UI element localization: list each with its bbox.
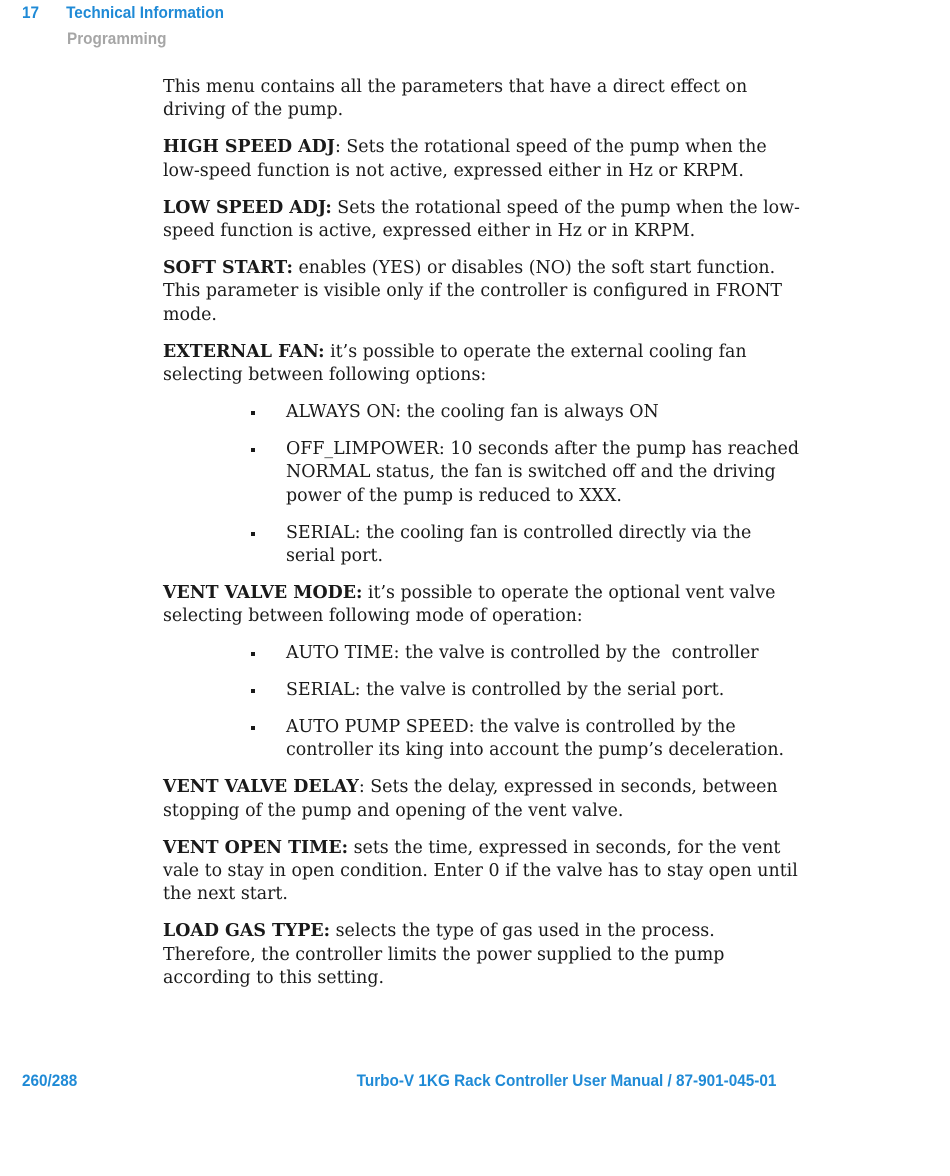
load-gas-type-text: selects the type of gas used in the process. Therefore, the controller limits the power supplied to the pump according to this setting. bbox=[163, 921, 725, 989]
vent-valve-mode-text: it’s possible to operate the optional vent valve selecting between following mode of operation: bbox=[163, 582, 776, 627]
vent-valve-delay-term: VENT VALVE DELAY bbox=[163, 777, 359, 798]
bullet-icon bbox=[251, 411, 255, 415]
vent-valve-mode-term: VENT VALVE MODE: bbox=[163, 582, 363, 603]
external-fan-paragraph bbox=[163, 341, 803, 388]
external-fan-term: EXTERNAL FAN: bbox=[163, 341, 325, 362]
list-item-text: OFF_LIMPOWER: 10 seconds after the pump has reached NORMAL status, the fan is switched off and the driving power of the pump is reduced to XXX. bbox=[286, 438, 799, 506]
chapter-header bbox=[22, 3, 224, 23]
list-item-text: AUTO PUMP SPEED: the valve is controlled by the controller its king into account the pump’s deceleration. bbox=[286, 717, 785, 761]
manual-title: Turbo-V 1KG Rack Controller User Manual / 87-901-045-01 bbox=[356, 1071, 776, 1090]
low-speed-text: Sets the rotational speed of the pump when the low-speed function is active, expressed either in Hz or in KRPM. bbox=[163, 197, 800, 242]
list-item-text: SERIAL: the valve is controlled by the serial port. bbox=[286, 680, 725, 701]
vent-open-time-term: VENT OPEN TIME: bbox=[163, 837, 349, 858]
vent-valve-delay-text: : Sets the delay, expressed in seconds, between stopping of the pump and opening of the vent valve. bbox=[163, 777, 778, 821]
low-speed-paragraph bbox=[163, 197, 803, 244]
high-speed-paragraph bbox=[163, 136, 803, 183]
list-item-text: AUTO TIME: the valve is controlled by the controller bbox=[286, 643, 759, 664]
vent-open-time-text: sets the time, expressed in seconds, for the vent vale to stay in open condition. Enter 0 if the valve has to stay open until the next start. bbox=[163, 837, 798, 905]
list-item bbox=[286, 401, 803, 424]
chapter-title: Technical Information bbox=[66, 3, 224, 22]
vent-valve-mode-paragraph bbox=[163, 582, 803, 629]
external-fan-options bbox=[163, 401, 803, 568]
page-number: 260/288 bbox=[22, 1071, 78, 1090]
list-item bbox=[286, 522, 803, 569]
page-content bbox=[163, 76, 803, 1004]
chapter-number: 17 bbox=[22, 3, 40, 22]
high-speed-text: : Sets the rotational speed of the pump when the low-speed function is not active, expressed either in Hz or KRPM. bbox=[163, 137, 767, 181]
soft-start-text: enables (YES) or disables (NO) the soft start function. This parameter is visible only if the controller is configured in FRONT mode. bbox=[163, 257, 783, 325]
soft-start-paragraph bbox=[163, 257, 803, 327]
soft-start-term: SOFT START: bbox=[163, 257, 293, 278]
low-speed-term: LOW SPEED ADJ: bbox=[163, 197, 332, 218]
list-item bbox=[286, 438, 803, 508]
intro-paragraph: This menu contains all the parameters that have a direct effect on driving of the pump. bbox=[163, 77, 748, 121]
section-title: Programming bbox=[67, 29, 167, 48]
vent-valve-mode-options bbox=[163, 642, 803, 763]
list-item bbox=[286, 716, 803, 763]
list-item-text: ALWAYS ON: the cooling fan is always ON bbox=[286, 401, 659, 422]
vent-valve-delay-paragraph bbox=[163, 776, 803, 823]
high-speed-term: HIGH SPEED ADJ bbox=[163, 137, 335, 158]
list-item bbox=[286, 642, 803, 665]
bullet-icon bbox=[251, 689, 255, 693]
external-fan-text: it’s possible to operate the external cooling fan selecting between following options: bbox=[163, 341, 747, 386]
bullet-icon bbox=[251, 448, 255, 452]
load-gas-type-term: LOAD GAS TYPE: bbox=[163, 921, 331, 942]
bullet-icon bbox=[251, 652, 255, 656]
bullet-icon bbox=[251, 726, 255, 730]
bullet-icon bbox=[251, 532, 255, 536]
list-item bbox=[286, 679, 803, 702]
load-gas-type-paragraph bbox=[163, 920, 803, 990]
list-item-text: SERIAL: the cooling fan is controlled directly via the serial port. bbox=[286, 522, 752, 566]
vent-open-time-paragraph bbox=[163, 837, 803, 907]
